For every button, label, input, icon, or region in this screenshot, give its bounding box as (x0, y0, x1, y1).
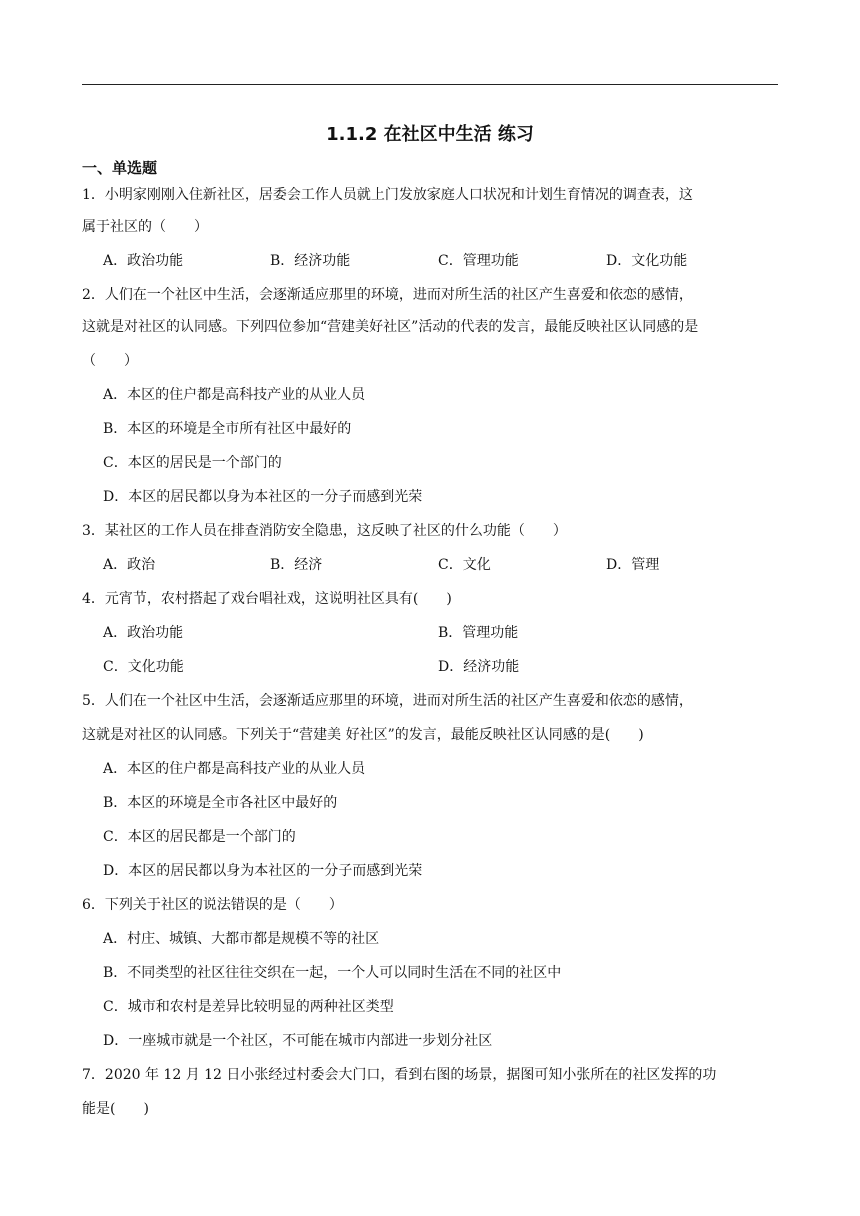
question-3-option-c[interactable]: C．文化 (438, 557, 491, 573)
question-7-line-1: 7．2020 年 12 月 12 日小张经过村委会大门口，看到右图的场景，据图可知小张所在的社区发挥的功 (82, 1067, 717, 1083)
question-3-option-d[interactable]: D．管理 (606, 557, 660, 573)
section-heading: 一、单选题 (82, 159, 158, 177)
question-2-option-c[interactable]: C．本区的居民是一个部门的 (103, 455, 282, 471)
question-1-option-a[interactable]: A．政治功能 (103, 253, 184, 269)
question-2-line-1: 2．人们在一个社区中生活，会逐渐适应那里的环境，进而对所生活的社区产生喜爱和依恋的感情， (82, 287, 693, 303)
question-5-line-2: 这就是对社区的认同感。下列关于“营建美 好社区”的发言，最能反映社区认同感的是( ) (82, 727, 644, 743)
question-4-option-c[interactable]: C．文化功能 (103, 659, 184, 675)
question-5-line-1: 5．人们在一个社区中生活，会逐渐适应那里的环境，进而对所生活的社区产生喜爱和依恋的感情， (82, 693, 693, 709)
question-2-line-3: （ ） (82, 353, 138, 369)
question-2-option-b[interactable]: B．本区的环境是全市所有社区中最好的 (103, 421, 352, 437)
question-5-option-d[interactable]: D．本区的居民都以身为本社区的一分子而感到光荣 (103, 863, 423, 879)
question-4-line-1: 4．元宵节，农村搭起了戏台唱社戏，这说明社区具有( ) (82, 591, 452, 607)
question-2-line-2: 这就是对社区的认同感。下列四位参加“营建美好社区”活动的代表的发言，最能反映社区认同感的是 (82, 319, 699, 335)
question-4-option-d[interactable]: D．经济功能 (438, 659, 520, 675)
question-7-line-2: 能是( ) (82, 1101, 149, 1117)
question-1-line-2: 属于社区的（ ） (82, 219, 208, 235)
question-5-option-a[interactable]: A．本区的住户都是高科技产业的从业人员 (103, 761, 366, 777)
question-6-line-1: 6．下列关于社区的说法错误的是（ ） (82, 897, 343, 913)
question-6-option-b[interactable]: B．不同类型的社区往往交织在一起，一个人可以同时生活在不同的社区中 (103, 965, 562, 981)
question-3-option-b[interactable]: B．经济 (270, 557, 323, 573)
question-4-option-b[interactable]: B．管理功能 (438, 625, 519, 641)
question-5-option-b[interactable]: B．本区的环境是全市各社区中最好的 (103, 795, 338, 811)
page-title: 1.1.2 在社区中生活 练习 (326, 124, 534, 145)
header-rule (82, 84, 778, 85)
question-1-option-b[interactable]: B．经济功能 (270, 253, 351, 269)
question-2-option-d[interactable]: D．本区的居民都以身为本社区的一分子而感到光荣 (103, 489, 423, 505)
question-4-option-a[interactable]: A．政治功能 (103, 625, 184, 641)
question-3-line-1: 3．某社区的工作人员在排查消防安全隐患，这反映了社区的什么功能（ ） (82, 523, 567, 539)
question-2-option-a[interactable]: A．本区的住户都是高科技产业的从业人员 (103, 387, 366, 403)
question-6-option-c[interactable]: C．城市和农村是差异比较明显的两种社区类型 (103, 999, 394, 1015)
question-3-option-a[interactable]: A．政治 (103, 557, 156, 573)
question-1-line-1: 1．小明家刚刚入住新社区，居委会工作人员就上门发放家庭人口状况和计划生育情况的调查表，这 (82, 187, 693, 203)
question-1-option-d[interactable]: D．文化功能 (606, 253, 688, 269)
question-6-option-a[interactable]: A．村庄、城镇、大都市都是规模不等的社区 (103, 931, 380, 947)
question-5-option-c[interactable]: C．本区的居民都是一个部门的 (103, 829, 296, 845)
question-6-option-d[interactable]: D．一座城市就是一个社区，不可能在城市内部进一步划分社区 (103, 1033, 493, 1049)
question-1-option-c[interactable]: C．管理功能 (438, 253, 519, 269)
